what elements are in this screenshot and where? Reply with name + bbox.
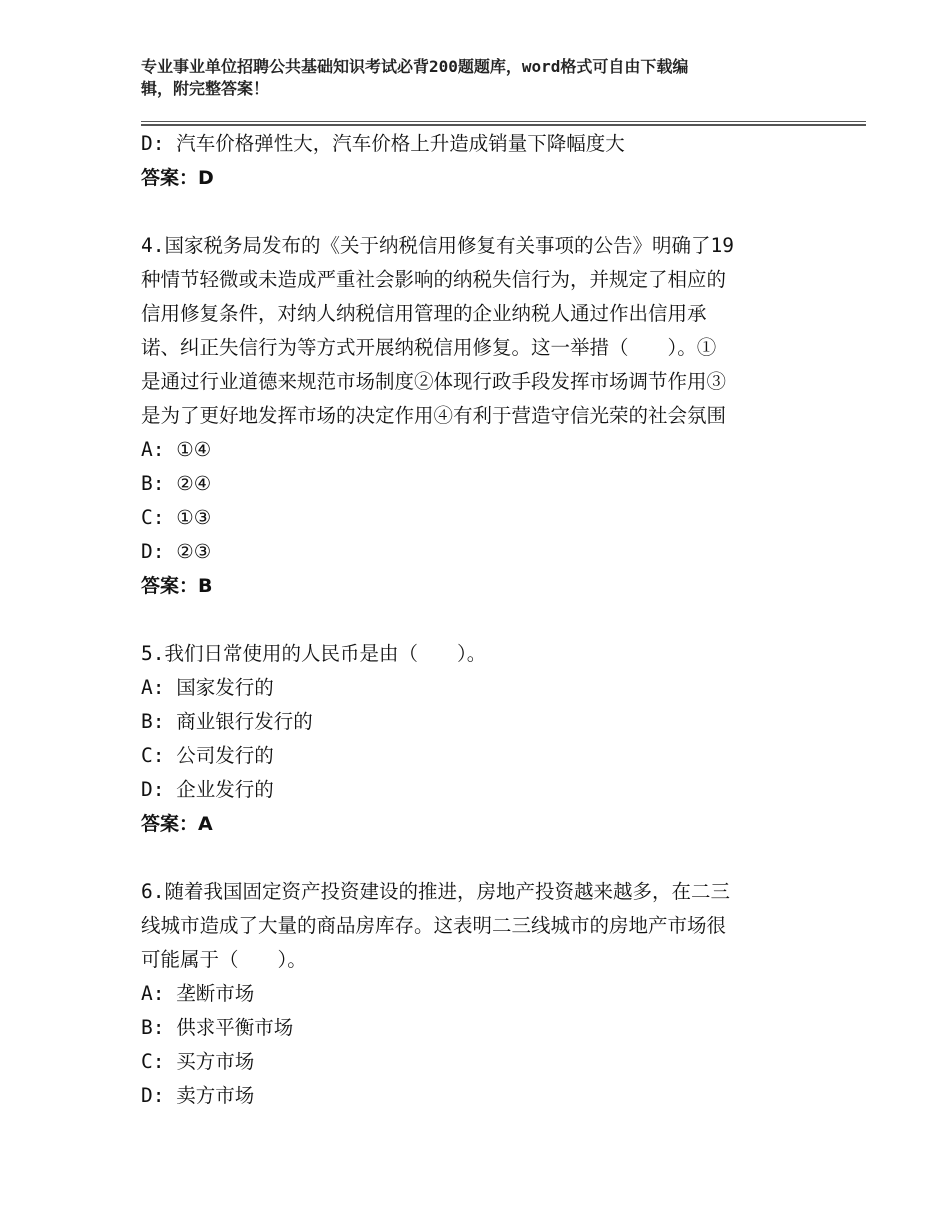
option-a: A: ①④ (141, 438, 212, 461)
question-4 (141, 229, 801, 603)
option-a: A: 垄断市场 (141, 982, 255, 1005)
question-text-line: 是为了更好地发挥市场的决定作用④有利于营造守信光荣的社会氛围 (141, 404, 727, 427)
question-text-line: 4.国家税务局发布的《关于纳税信用修复有关事项的公告》明确了19 (141, 234, 734, 257)
document-body (141, 127, 801, 1113)
spacer (141, 841, 801, 875)
option-d: D: 企业发行的 (141, 778, 274, 801)
option-b: B: ②④ (141, 472, 212, 495)
question-5 (141, 637, 801, 841)
option-d: D: 卖方市场 (141, 1084, 255, 1107)
option-c: C: 公司发行的 (141, 744, 274, 767)
option-b: B: 供求平衡市场 (141, 1016, 294, 1039)
question-text-line: 是通过行业道德来规范市场制度②体现行政手段发挥市场调节作用③ (141, 370, 727, 393)
question-3-tail (141, 127, 801, 195)
question-text-line: 6.随着我国固定资产投资建设的推进，房地产投资越来越多，在二三 (141, 880, 730, 903)
question-text-line: 种情节轻微或未造成严重社会影响的纳税失信行为，并规定了相应的 (141, 268, 727, 291)
option-d: D: 汽车价格弹性大，汽车价格上升造成销量下降幅度大 (141, 132, 625, 155)
header-divider-thick (141, 124, 866, 126)
spacer (141, 195, 801, 229)
option-c: C: 买方市场 (141, 1050, 255, 1073)
question-text-line: 诺、纠正失信行为等方式开展纳税信用修复。这一举措（ ）。① (141, 336, 717, 359)
answer: 答案：A (141, 813, 213, 835)
question-text-line: 可能属于（ ）。 (141, 948, 307, 971)
header-title-line-1: 专业事业单位招聘公共基础知识考试必背200题题库，word格式可自由下载编 (141, 57, 689, 76)
question-6 (141, 875, 801, 1113)
page-header (141, 56, 801, 100)
option-a: A: 国家发行的 (141, 676, 274, 699)
question-text-line: 5.我们日常使用的人民币是由（ ）。 (141, 642, 487, 665)
option-b: B: 商业银行发行的 (141, 710, 313, 733)
answer: 答案：D (141, 167, 214, 189)
option-c: C: ①③ (141, 506, 212, 529)
answer: 答案：B (141, 575, 213, 597)
option-d: D: ②③ (141, 540, 212, 563)
header-divider-thin (141, 121, 866, 122)
header-title-line-2: 辑，附完整答案！ (141, 79, 270, 98)
spacer (141, 603, 801, 637)
question-text-line: 信用修复条件，对纳人纳税信用管理的企业纳税人通过作出信用承 (141, 302, 707, 325)
question-text-line: 线城市造成了大量的商品房库存。这表明二三线城市的房地产市场很 (141, 914, 727, 937)
